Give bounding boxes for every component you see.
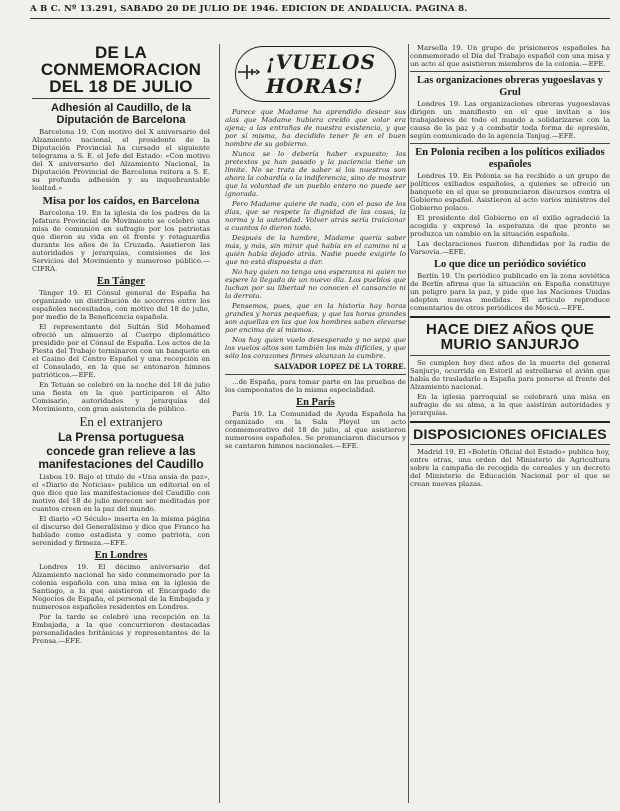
article-headline: Adhesión al Caudillo, de la Diputación de Barcelona <box>51 102 191 127</box>
article-text: El presidente del Gobierno en el exilio agradeció la acogida y expresó la esperanza de que pronto se produzca un cambio en la situación española. <box>410 214 610 239</box>
section-headline: En Tánger <box>97 276 145 288</box>
byline: SALVADOR LOPEZ DE LA TORRE. <box>274 362 406 371</box>
divider <box>410 71 610 72</box>
article-text: Nunca se lo debería haber expuesto; los pretextos ya han pasado y la paciencia tiene un límite. No se trata de saber si los nuestros son ahora la cobardía o la indiferencia, sino de mostrar que la voluntad de un pueblo entero no puede ser ignorada. <box>225 150 406 198</box>
section-headline: En París <box>296 397 335 408</box>
article-headline: Las organizaciones obreras yugoeslavas y Grul <box>417 75 603 98</box>
article-text: Por la tarde se celebró una recepción en la Embajada, a la que concurrieron destacadas personalidades británicas y representantes de la Prensa.—EFE. <box>32 613 210 646</box>
divider <box>410 143 610 144</box>
column-middle <box>225 44 406 807</box>
article-text: Parece que Madame ha aprendido desear sus alas que Madame hubiera creído que volar era ajena; a las entrañas de nuestra existencia, y que por sí misma, ha decidido tener fe en el buen nombre de su gobierno. <box>225 108 406 148</box>
article-headline: Lo que dice un periódico soviético <box>434 259 586 271</box>
article-text: Madrid 19. El «Boletín Oficial del Estado» publica hoy, entre otras, una orden del Ministerio de Agricultura sobre la campaña de recogida de cereales y un decreto del Ministerio de Educación Nacional por el que se crean nuevas plazas. <box>410 448 610 489</box>
banner-title: ¡VUELOS HORAS! <box>266 50 376 98</box>
divider <box>410 421 610 423</box>
article-text: Lisboa 19. Bajo el título de «Una ansia de paz», el «Diario de Noticias» publica un editorial en el que dice que las manifestaciones del Caudillo con motivo del 18 de julio merecen ser meditadas por cuantos creen en la paz del mundo. <box>32 473 210 514</box>
article-headline: Misa por los caídos, en Barcelona <box>42 195 200 208</box>
divider <box>225 374 406 375</box>
article-text: Se cumplen hoy diez años de la muerte del general Sanjurjo, ocurrida en Estoril al estrellarse el avión que había de trasladarle a España para ponerse al frente del Alzamiento nacional. <box>410 359 610 392</box>
article-text: ...de España, para tomar parte en las pruebas de los campeonatos de la misma especialidad. <box>225 378 406 394</box>
article-text: Nos hay quien vuelo desesperado y no sepa que los vuelos altos son también los más difíciles, y que sólo los corazones firmes alcanzan la cumbre. <box>225 336 406 360</box>
article-text: El representante del Sultán Sid Mohamed ofreció un almuerzo al Cuerpo diplomático presidido por el Cónsul de España. Los actos de la Fiesta del Trabajo terminaron con un banquete en el Casino del Centro Español y una recepción en el Consulado, en la que se entonaron himnos patrióticos.—EFE. <box>32 323 210 380</box>
article-text: Marsella 19. Un grupo de prisioneros españoles ha conmemorado el Día del Trabajo español con una misa y un acto al que asistieron miembros de la colonia.—EFE. <box>410 44 610 68</box>
article-headline: La Prensa portuguesa concede gran relieve a las manifestaciones del Caudillo <box>38 430 204 471</box>
article-text: Londres 19. El décimo aniversario del Alzamiento nacional ha sido conmemorado por la colonia española con una misa en la iglesia de Santiago, a la que asistieron el Encargado de Negocios de España, el personal de la Embajada y numerosos españoles residentes en Londres. <box>32 563 210 612</box>
masthead-rule <box>30 18 610 19</box>
main-headline: DE LA CONMEMORACION DEL 18 DE JULIO <box>40 44 202 96</box>
article-headline: HACE DIEZ AÑOS QUE MURIO SANJURJO <box>425 321 595 354</box>
article-text: El diario «O Século» inserta en la misma página el discurso del Generalísimo y dice que Franco ha hablado como estadista y como patriota, con serenidad y firmeza.—EFE. <box>32 515 210 548</box>
article-text: París 19. La Comunidad de Ayuda Española ha organizado en la Sala Pleyel un acto conmemorativo del 18 de julio, al que asistieron numerosos españoles. Se pronunciaron discursos y se cantaron himnos nacionales.—EFE. <box>225 410 406 450</box>
article-text: Pensemos, pues, que en la historia hay horas grandes y horas pequeñas, y que las horas grandes son aquellas en las que los hombres saben elevarse por encima de sí mismos. <box>225 302 406 334</box>
section-headline: En Londres <box>94 550 148 562</box>
column-divider <box>219 44 220 803</box>
column-right <box>410 44 610 807</box>
article-headline: En Polonia reciben a los políticos exiliados españoles <box>415 147 605 170</box>
column-banner <box>235 46 396 102</box>
article-text: En Tetuán se celebró en la noche del 18 de julio una fiesta en la que participaron el Alto Comisario, autoridades y jerarquías del Movimiento, con gran asistencia de público. <box>32 381 210 414</box>
article-text: Las declaraciones fueron difundidas por la radio de Varsovia.—EFE. <box>410 240 610 257</box>
divider <box>410 355 610 356</box>
column-divider <box>408 44 409 803</box>
article-text: Berlín 19. Un periódico publicado en la zona soviética de Berlín afirma que la situación en España constituye un peligro para la paz, y pide que las Naciones Unidas adopten nuevas medidas. El artículo reproduce comentarios de otros periódicos de Moscú.—EFE. <box>410 272 610 313</box>
section-headline: DISPOSICIONES OFICIALES <box>413 426 607 443</box>
divider <box>410 316 610 318</box>
column-left <box>32 44 210 807</box>
article-text: No hay quien no tenga una esperanza ni quien no espere la llegada de un nuevo día. Los pueblos que luchan por su libertad no conocen el cansancio ni la derrota. <box>225 268 406 300</box>
article-text: Después de la hambre, Madame quería saber más, y más, sin mirar qué había en el camino ni a quién había dejado atrás. Nadie puede exigirle lo que no está dispuesta a dar. <box>225 234 406 266</box>
divider <box>410 444 610 445</box>
article-text: Barcelona 19. Con motivo del X aniversario del Alzamiento nacional, el presidente de la Diputación Provincial ha cursado el siguiente telegrama a S. E. el Jefe del Estado: «Con motivo del X aniversario del Alzamiento Nacional, la Diputación Provincial de Barcelona reitera a S. E. su profunda adhesión y su inquebrantable lealtad.» <box>32 128 210 193</box>
article-text: En la iglesia parroquial se celebrará una misa en sufragio de su alma, a la que asistirán autoridades y jerarquías. <box>410 393 610 418</box>
article-text: Londres 19. Las organizaciones obreras yugoeslavas dirigen un manifiesto en el que invitan a los trabajadores de todo el mundo a solidarizarse con la causa de la paz y a combatir toda forma de opresión, según comunicado de la agencia Tanjug.—EFE. <box>410 100 610 141</box>
article-text: Londres 19. En Polonia se ha recibido a un grupo de políticos exiliados españoles, a quienes se ofreció un banquete en el que se pronunciaron discursos contra el Gobierno español. Asistieron al acto varios ministros del Gobierno polaco. <box>410 172 610 213</box>
article-text: Tánger 19. El Cónsul general de España ha organizado un distribución de socorros entre los españoles necesitados, con motivo del 18 de julio, por medio de la Beneficencia española. <box>32 289 210 322</box>
section-headline: En el extranjero <box>79 414 163 430</box>
article-text: Pero Madame quiere de nada, con el paso de los días, que se respete la dignidad de las cosas, la norma y la autoridad. Volver atrás sería traicionar a cuantos lo dieron todo. <box>225 200 406 232</box>
article-text: Barcelona 19. En la iglesia de los padres de la Jefatura Provincial de Movimiento se celebró una misa de comunión en sufragio por los patriotas que dieron su vida en el frente y retaguardia durante los años de la Cruzada. Asistieron las autoridades y jerarquías, comisiones de los Servicios del Movimiento y numeroso público.—CIFRA. <box>32 209 210 274</box>
masthead: A B C. Nº 13.291, SABADO 20 DE JULIO DE 1946. EDICION DE ANDALUCIA. PAGINA 8. <box>30 4 468 14</box>
airplane-icon <box>236 63 260 85</box>
divider <box>32 98 210 99</box>
